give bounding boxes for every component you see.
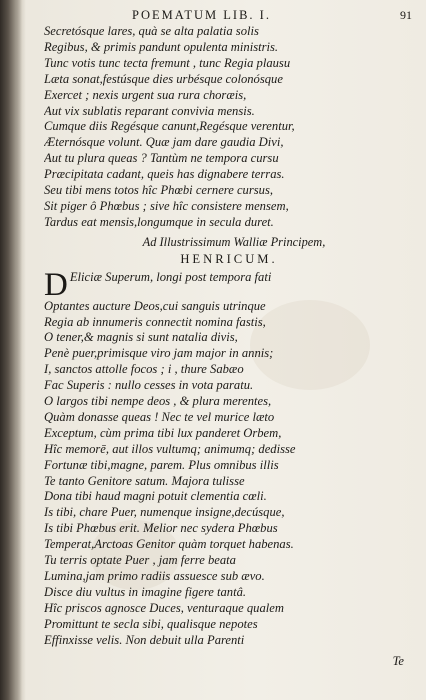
verse-line: Hîc memorē, aut illos vultumq; animumq; dedisse xyxy=(44,441,296,456)
verse-line: Tunc votis tunc tecta fremunt , tunc Regia plausu xyxy=(44,55,291,70)
verse-line: Læta sonat,festúsque dies urbésque colonósque xyxy=(44,71,283,86)
verse-line: Aut tu plura queas ? Tantùm ne tempora cursu xyxy=(44,151,279,166)
poem-section-1 xyxy=(44,24,406,231)
verse-line: Is tibi, chare Puer, numenque insigne,decúsque, xyxy=(44,505,285,520)
book-gutter xyxy=(0,0,22,700)
verse-line: Is tibi Phœbus erit. Melior nec sydera Phœbus xyxy=(44,521,278,536)
verse-line: Æternósque volunt. Quæ jam dare gaudia Divi, xyxy=(44,135,284,150)
verse-line: Fac Superis : nullo cesses in vota paratu. xyxy=(44,378,254,393)
running-head-title: POEMATUM LIB. I. xyxy=(132,8,271,22)
verse-line: Exceptum, cùm prima tibi lux panderet Orbem, xyxy=(44,425,282,440)
verse-line: Aut vix sublatis reparant convivia mensis. xyxy=(44,103,255,118)
verse-line: Te tanto Genitore satum. Majora tulisse xyxy=(44,473,245,488)
verse-line: Fortunæ tibi,magne, parem. Plus omnibus illis xyxy=(44,457,279,472)
poem-text-block xyxy=(44,24,406,649)
verse-line: Quàm donasse queas ! Nec te vel murice læto xyxy=(44,409,275,424)
verse-line: Regibus, & primis pandunt opulenta ministris. xyxy=(44,39,279,54)
verse-line: Cumque diis Regésque canunt,Regésque verentur, xyxy=(44,119,295,134)
verse-line-first-text: Eliciæ Superum, longi post tempora fati xyxy=(69,269,272,284)
poem-section-2 xyxy=(44,270,406,649)
verse-line: Effinxisse velis. Non debuit ulla Parenti xyxy=(44,632,245,647)
verse-line: Temperat,Arctoas Genitor quàm torquet habenas. xyxy=(44,537,294,552)
verse-line-first xyxy=(44,270,406,299)
poem-dedication-heading: Ad Illustrissimum Walliæ Principem, xyxy=(142,234,326,249)
verse-line: Tu terris optate Puer , jam ferre beata xyxy=(44,553,236,568)
drop-cap-letter: D xyxy=(44,269,68,299)
verse-line: Tardus eat mensis,longumque in secula duret. xyxy=(44,214,274,229)
book-page xyxy=(22,0,426,700)
verse-line: Penè puer,primisque viro jam major in annis; xyxy=(44,346,274,361)
verse-line: Exercet ; nexis urgent sua rura choræis, xyxy=(44,87,247,102)
page-number: 91 xyxy=(400,8,412,22)
verse-line: Regia ab innumeris connectit nomina fastis, xyxy=(44,314,266,329)
verse-line: Secretósque lares, quà se alta palatia solis xyxy=(44,24,259,38)
verse-line: Promittunt te secla sibi, qualisque nepotes xyxy=(44,616,258,631)
verse-line: Præcipitata cadant, queis has dignabere terras. xyxy=(44,167,285,182)
verse-line: Sit piger ô Phœbus ; sive hîc consistere mensem, xyxy=(44,198,289,213)
verse-line: Disce diu vultus in imagine figere tantâ. xyxy=(44,584,247,599)
verse-line: O largos tibi nempe deos , & plura merentes, xyxy=(44,394,272,409)
verse-line: I, sanctos attolle focos ; i , thure Sabæo xyxy=(44,362,244,377)
verse-line: O tener,& magnis si sunt natalia divis, xyxy=(44,330,238,345)
verse-line: Lumina,jam primo radiis assuesce sub ævo. xyxy=(44,569,265,583)
verse-line: Hîc priscos agnosce Duces, venturaque qualem xyxy=(44,600,284,615)
verse-line: Dona tibi haud magni potuit clementia cœli. xyxy=(44,489,267,504)
poem-title-name: HENRICUM. xyxy=(180,251,278,266)
verse-line: Seu tibi mens totos hîc Phœbi cernere cursus, xyxy=(44,183,273,198)
verse-line: Optantes aucture Deos,cui sanguis utrinque xyxy=(44,298,266,313)
catchword: Te xyxy=(392,654,404,668)
